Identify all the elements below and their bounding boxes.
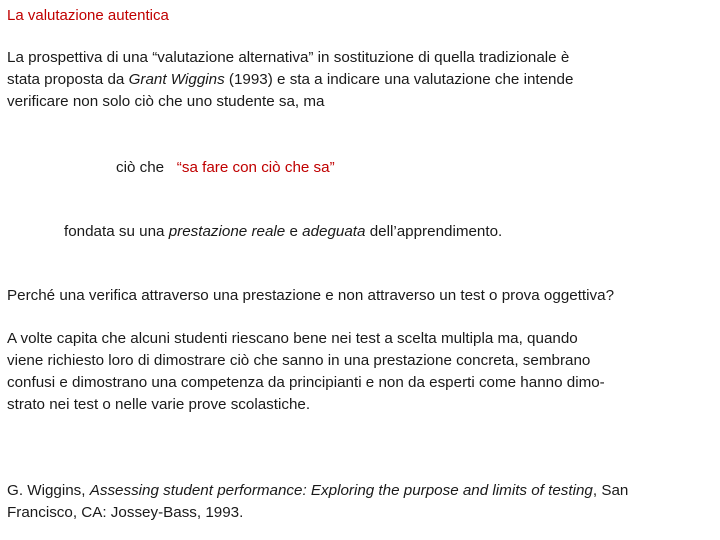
key-quote [116,157,335,179]
reference-line-1 [7,480,628,502]
answer-line-4: strato nei test o nelle varie prove scolastiche. [7,396,311,413]
answer-paragraph [7,328,605,416]
intro-line-1: La prospettiva di una “valutazione alternativa” in sostituzione di quella tradizionale è [7,49,570,66]
answer-line-1: A volte capita che alcuni studenti riescano bene nei test a scelta multipla ma, quando [7,330,578,347]
grounded-post: dell’apprendimento. [365,223,503,240]
quote-highlight: “sa fare con ciò che sa” [176,159,335,176]
intro-line-3: verificare non solo ciò che uno studente sa, ma [7,93,325,110]
quote-prefix: ciò che [116,159,165,176]
question-line: Perché una verifica attraverso una prestazione e non attraverso un test o prova oggettiva? [7,287,615,304]
reference [7,480,628,524]
reference-author: G. Wiggins, [7,482,90,499]
intro-line-2-pre: stata proposta da [7,71,129,88]
reference-line-2: Francisco, CA: Jossey-Bass, 1993. [7,504,244,521]
page-title: La valutazione autentica [7,7,169,24]
grounded-term-1: prestazione reale [168,223,286,240]
grounded-statement [64,221,502,243]
answer-line-3: confusi e dimostrano una competenza da principianti e non da esperti come hanno dimo- [7,374,605,391]
intro-line-2 [7,69,573,91]
grounded-mid: e [285,223,303,240]
author-name: Grant Wiggins [128,71,225,88]
intro-paragraph [7,47,573,113]
grounded-pre: fondata su una [64,223,169,240]
answer-line-2: viene richiesto loro di dimostrare ciò che sanno in una prestazione concreta, sembrano [7,352,591,369]
reference-place-pre: , San [592,482,629,499]
reference-work: Assessing student performance: Exploring the purpose and limits of testing [89,482,593,499]
grounded-term-2: adeguata [302,223,366,240]
intro-line-2-post: (1993) e sta a indicare una valutazione che intende [224,71,574,88]
